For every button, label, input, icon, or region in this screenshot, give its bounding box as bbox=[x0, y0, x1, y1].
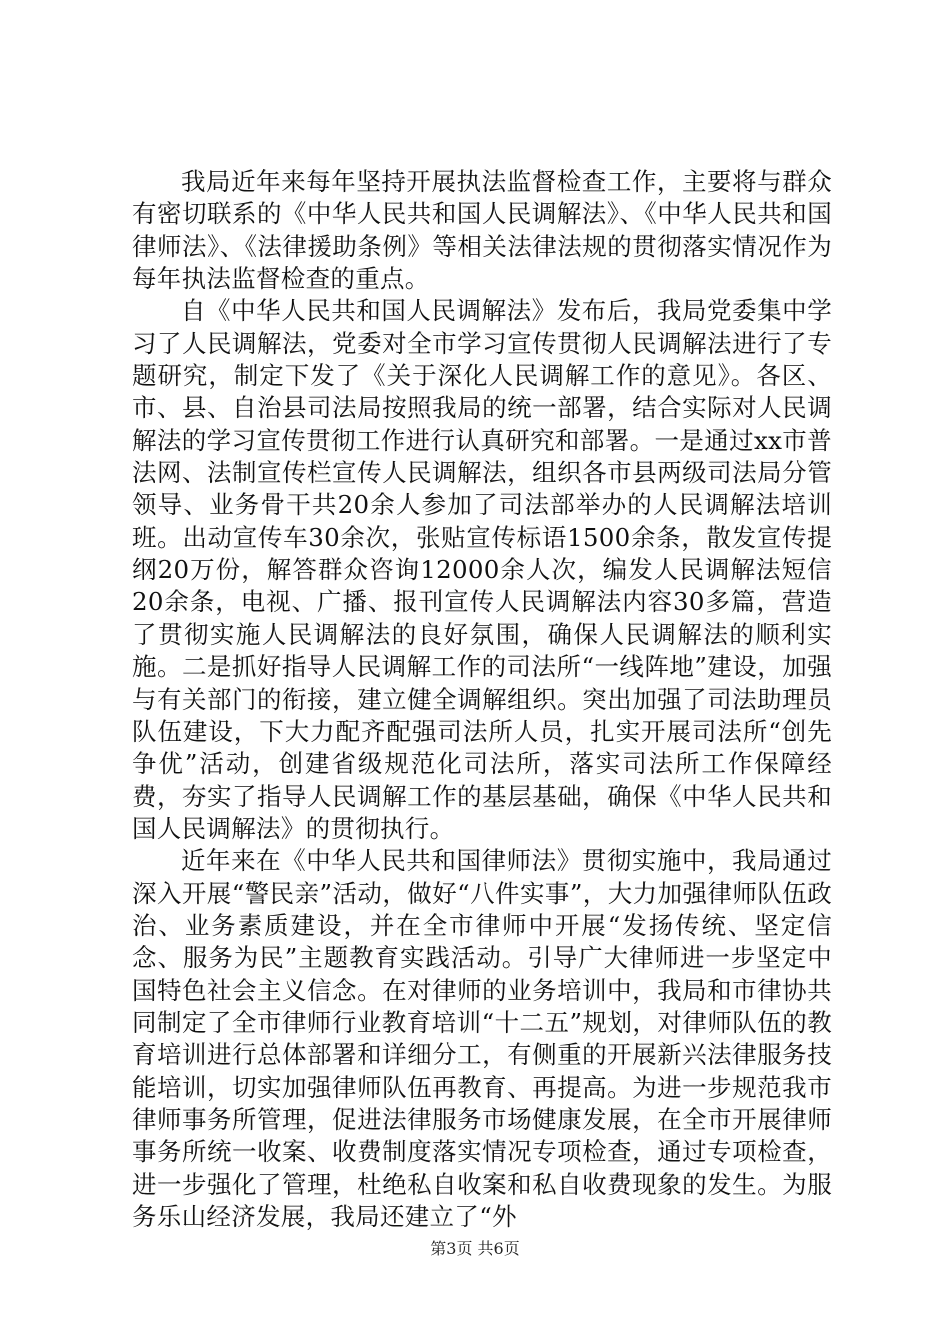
document-body bbox=[132, 166, 832, 1233]
paragraph-1: 我局近年来每年坚持开展执法监督检查工作，主要将与群众有密切联系的《中华人民共和国人民调解法》、《中华人民共和国律师法》、《法律援助条例》等相关法律法规的贯彻落实情况作为每年执法监督检查的重点。 bbox=[132, 167, 832, 294]
paragraph-2: 自《中华人民共和国人民调解法》发布后，我局党委集中学习了人民调解法，党委对全市学习宣传贯彻人民调解法进行了专题研究，制定下发了《关于深化人民调解工作的意见》。各区、市、县、自治县司法局按照我局的统一部署，结合实际对人民调解法的学习宣传贯彻工作进行认真研究和部署。一是通过xx市普法网、法制宣传栏宣传人民调解法，组织各市县两级司法局分管领导、业务骨干共20余人参加了司法部举办的人民调解法培训班。出动宣传车30余次，张贴宣传标语1500余条，散发宣传提纲20万份，解答群众咨询12000余人次，编发人民调解法短信20余条，电视、广播、报刊宣传人民调解法内容30多篇，营造了贯彻实施人民调解法的良好氛围，确保人民调解法的顺利实施。二是抓好指导人民调解工作的司法所“一线阵地”建设，加强与有关部门的衔接，建立健全调解组织。突出加强了司法助理员队伍建设，下大力配齐配强司法所人员，扎实开展司法所“创先争优”活动，创建省级规范化司法所，落实司法所工作保障经费，夯实了指导人民调解工作的基层基础，确保《中华人民共和国人民调解法》的贯彻执行。 bbox=[132, 296, 833, 843]
paragraph-3: 近年来在《中华人民共和国律师法》贯彻实施中，我局通过深入开展“警民亲”活动，做好“八件实事”，大力加强律师队伍政治、业务素质建设，并在全市律师中开展“发扬传统、坚定信念、服务为民”主题教育实践活动。引导广大律师进一步坚定中国特色社会主义信念。在对律师的业务培训中，我局和市律协共同制定了全市律师行业教育培训“十二五”规划，对律师队伍的教育培训进行总体部署和详细分工，有侧重的开展新兴法律服务技能培训，切实加强律师队伍再教育、再提高。为进一步规范我市律师事务所管理，促进法律服务市场健康发展，在全市开展律师事务所统一收案、收费制度落实情况专项检查，通过专项检查，进一步强化了管理，杜绝私自收案和私自收费现象的发生。为服务乐山经济发展，我局还建立了“外 bbox=[132, 846, 832, 1231]
page-number-label: 第3页 共6页 bbox=[430, 1239, 520, 1258]
page-footer bbox=[0, 1239, 950, 1259]
